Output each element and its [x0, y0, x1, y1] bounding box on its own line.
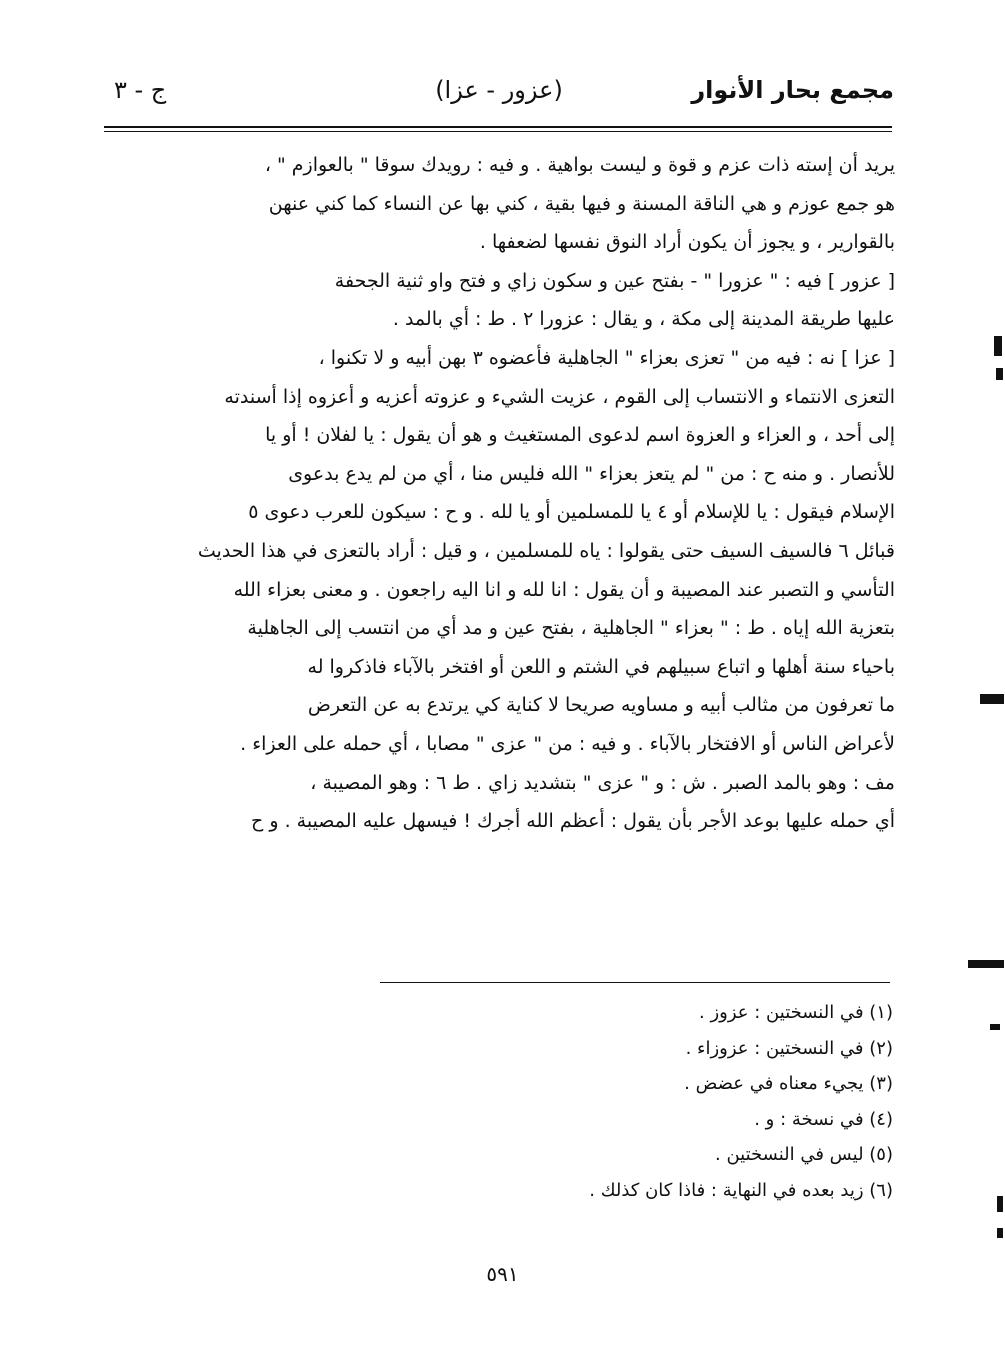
text-line: التعزى الانتماء و الانتساب إلى القوم ، عزيت الشيء و عزوته أعزيه و أعزوه إذا أسندته	[224, 385, 895, 408]
text-line: [ عزور ] فيه : " عزورا " - بفتح عين و سكون زاي و فتح واو ثنية الجحفة	[334, 269, 895, 292]
footnote: (٦) زيد بعده في النهاية : فاذا كان كذلك .	[589, 1179, 893, 1201]
scan-mark	[997, 1196, 1003, 1212]
text-line: عليها طريقة المدينة إلى مكة ، و يقال : عزورا ٢ . ط : أي بالمد .	[392, 308, 895, 331]
running-header	[104, 76, 894, 116]
text-line: هو جمع عوزم و هي الناقة المسنة و فيها بقية ، كني بها عن النساء كما كني عنهن	[268, 192, 895, 215]
text-line: الإسلام فيقول : يا للإسلام أو ٤ يا للمسلمين أو يا لله . و ح : سيكون للعرب دعوى ٥	[248, 501, 895, 524]
scan-mark	[980, 694, 1004, 704]
footnotes	[393, 995, 893, 1208]
header-rule-thin	[104, 131, 892, 132]
header-rule	[104, 126, 892, 128]
scan-mark	[994, 336, 1002, 356]
text-line: قبائل ٦ فالسيف السيف حتى يقولوا : ياه للمسلمين ، و قيل : أراد بالتعزى في هذا الحديث	[197, 539, 895, 562]
page-number: ٥٩١	[486, 1262, 519, 1286]
footnote: (٢) في النسختين : عزوزاء .	[685, 1037, 893, 1059]
footnote-rule	[380, 982, 890, 983]
main-text	[125, 146, 895, 841]
book-title: مجمع بحار الأنوار	[691, 76, 894, 104]
text-line: أي حمله عليها بوعد الأجر بأن يقول : أعظم الله أجرك ! فيسهل عليه المصيبة . و ح	[251, 810, 895, 833]
scan-mark	[990, 1024, 1000, 1030]
footnote: (٣) يجيء معناه في عضض .	[684, 1073, 893, 1094]
footnote: (٥) ليس في النسختين .	[715, 1144, 893, 1165]
text-line: بالقوارير ، و يجوز أن يكون أراد النوق نفسها لضعفها .	[479, 231, 895, 254]
entry-range: (عزور - عزا)	[435, 76, 563, 104]
text-line: بتعزية الله إياه . ط : " بعزاء " الجاهلية ، بفتح عين و مد أي من انتسب إلى الجاهلية	[247, 617, 895, 640]
text-line: ما تعرفون من مثالب أبيه و مساويه صريحا لا كناية كي يرتدع به عن التعرض	[307, 694, 895, 717]
text-line: إلى أحد ، و العزاء و العزوة اسم لدعوى المستغيث و هو أن يقول : يا لفلان ! أو يا	[265, 424, 895, 447]
footnote: (١) في النسختين : عزوز .	[699, 1002, 893, 1023]
text-line: لأعراض الناس أو الافتخار بالآباء . و فيه : من " عزى " مصابا ، أي حمله على العزاء .	[240, 732, 895, 755]
text-line: [ عزا ] نه : فيه من " تعزى بعزاء " الجاهلية فأعضوه ٣ بهن أبيه و لا تكنوا ،	[318, 346, 895, 369]
scan-mark	[996, 368, 1003, 380]
volume-number: ج - ٣	[114, 76, 167, 104]
scan-mark	[997, 1228, 1003, 1238]
text-line: للأنصار . و منه ح : من " لم يتعز بعزاء " الله فليس منا ، أي من لم يدع بدعوى	[288, 462, 895, 485]
text-line: يريد أن إسته ذات عزم و قوة و ليست بواهية . و فيه : رويدك سوقا " بالعوازم " ،	[264, 154, 895, 176]
text-line: مف : وهو بالمد الصبر . ش : و " عزى " بتشديد زاي . ط ٦ : وهو المصيبة ،	[310, 771, 895, 794]
text-line: باحياء سنة أهلها و اتباع سبيلهم في الشتم و اللعن أو افتخر بالآباء فاذكروا له	[307, 655, 895, 678]
footnote: (٤) في نسخة : و .	[754, 1108, 893, 1130]
scan-mark	[968, 960, 1004, 968]
text-line: التأسي و التصبر عند المصيبة و أن يقول : انا لله و انا اليه راجعون . و معنى بعزاء الله	[233, 578, 895, 601]
